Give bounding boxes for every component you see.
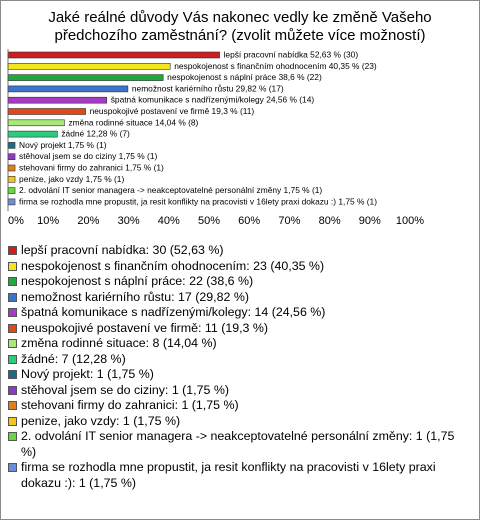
legend-swatch-11 bbox=[8, 417, 17, 426]
bar-1 bbox=[8, 63, 170, 69]
legend-item-13 bbox=[8, 460, 468, 491]
legend-swatch-1 bbox=[8, 262, 17, 271]
legend-item-4 bbox=[8, 305, 468, 321]
legend-item-7 bbox=[8, 352, 468, 368]
x-tick-label-4: 40% bbox=[157, 215, 180, 228]
legend-swatch-3 bbox=[8, 293, 17, 302]
legend-item-9 bbox=[8, 383, 468, 399]
bar-13 bbox=[8, 199, 15, 205]
bar-label-2: nespokojenost s náplní práce 38,6 % (22) bbox=[167, 72, 322, 83]
legend-item-5 bbox=[8, 321, 468, 337]
legend-swatch-9 bbox=[8, 386, 17, 395]
x-tick-label-2: 20% bbox=[77, 215, 100, 228]
bar-label-4: špatná komunikace s nadřízenými/kolegy 24,56 % (14) bbox=[110, 94, 315, 105]
legend-label-4: špatná komunikace s nadřízenými/kolegy: 14 (24,56 %) bbox=[21, 305, 326, 319]
legend-swatch-6 bbox=[8, 339, 17, 348]
bar-3 bbox=[8, 86, 128, 92]
legend-swatch-0 bbox=[8, 246, 17, 255]
x-tick-label-10: 100% bbox=[395, 215, 425, 228]
legend-label-1: nespokojenost s finančním ohodnocením: 23 (40,35 %) bbox=[21, 258, 325, 273]
legend-label-0: lepší pracovní nabídka: 30 (52,63 %) bbox=[21, 243, 224, 257]
legend-swatch-8 bbox=[8, 370, 17, 379]
x-tick-label-1: 10% bbox=[37, 215, 60, 228]
bar-5 bbox=[8, 109, 86, 115]
bar-label-1: nespokojenost s finančním ohodnocením 40,35 % (23) bbox=[174, 60, 377, 71]
bar-label-3: nemožnost kariérního růstu 29,82 % (17) bbox=[131, 83, 284, 94]
legend-item-8 bbox=[8, 367, 468, 383]
x-tick-label-7: 70% bbox=[278, 215, 301, 228]
bar-4 bbox=[8, 97, 107, 103]
legend-item-2 bbox=[8, 274, 468, 290]
legend-swatch-12 bbox=[8, 432, 17, 441]
legend-label-13: firma se rozhodla mne propustit, ja resit konflikty na pracovisti v 16lety praxi dokazu :): 1 (1,75 %) bbox=[21, 460, 436, 490]
legend-label-2: nespokojenost s náplní práce: 22 (38,6 %) bbox=[21, 274, 254, 288]
legend-swatch-2 bbox=[8, 277, 17, 286]
legend-item-1 bbox=[8, 259, 468, 275]
legend-label-7: žádné: 7 (12,28 %) bbox=[21, 351, 126, 366]
bar-9 bbox=[8, 154, 15, 160]
legend-label-10: stehovani firmy do zahranici: 1 (1,75 %) bbox=[21, 398, 239, 412]
bar-label-5: neuspokojivé postavení ve firmě 19,3 % (11) bbox=[89, 106, 255, 116]
bar-label-7: žádné 12,28 % (7) bbox=[61, 128, 130, 139]
bar-8 bbox=[8, 142, 15, 148]
bar-label-10: stehovani firmy do zahranici 1,75 % (1) bbox=[19, 162, 164, 173]
bar-10 bbox=[8, 165, 15, 171]
legend-label-9: stěhoval jsem se do ciziny: 1 (1,75 %) bbox=[21, 382, 229, 397]
legend-label-3: nemožnost kariérního růstu: 17 (29,82 %) bbox=[21, 289, 249, 304]
bar-0 bbox=[8, 52, 220, 58]
legend-label-5: neuspokojivé postavení ve firmě: 11 (19,3 %) bbox=[21, 320, 269, 335]
x-tick-label-8: 80% bbox=[318, 215, 341, 228]
bar-12 bbox=[8, 188, 15, 194]
x-tick-label-0: 0% bbox=[8, 215, 24, 228]
x-tick-label-6: 60% bbox=[238, 215, 261, 228]
bar-label-6: změna rodinné situace 14,04 % (8) bbox=[68, 117, 199, 128]
bar-label-9: stěhoval jsem se do ciziny 1,75 % (1) bbox=[19, 151, 158, 162]
legend-label-6: změna rodinné situace: 8 (14,04 %) bbox=[21, 336, 217, 350]
bar-label-0: lepší pracovní nabídka 52,63 % (30) bbox=[223, 49, 359, 60]
chart-title: Jaké reálné důvody Vás nakonec vedly ke změně Vašeho předchozího zaměstnání? (zvolit můžete více možností) bbox=[48, 9, 432, 44]
legend-item-11 bbox=[8, 414, 468, 430]
x-tick-label-9: 90% bbox=[358, 215, 381, 228]
legend-item-6 bbox=[8, 336, 468, 352]
legend-label-12: 2. odvolání IT senior managera -> neakceptovatelné personální změny: 1 (1,75 %) bbox=[21, 429, 455, 459]
legend-item-0 bbox=[8, 243, 468, 259]
legend-swatch-10 bbox=[8, 401, 17, 410]
x-tick-label-5: 50% bbox=[197, 215, 221, 228]
legend-item-12 bbox=[8, 429, 468, 460]
legend-item-3 bbox=[8, 290, 468, 306]
legend-item-10 bbox=[8, 398, 468, 414]
bar-7 bbox=[8, 131, 57, 137]
legend-swatch-13 bbox=[8, 463, 17, 472]
bar-chart bbox=[0, 0, 480, 245]
bar-label-12: 2. odvolání IT senior managera -> neakceptovatelné personální změny 1,75 % (1) bbox=[19, 185, 323, 196]
legend-label-8: Nový projekt: 1 (1,75 %) bbox=[21, 367, 154, 381]
bar-2 bbox=[8, 75, 163, 81]
legend-swatch-7 bbox=[8, 355, 17, 364]
legend-label-11: penize, jako vzdy: 1 (1,75 %) bbox=[21, 413, 181, 428]
bar-11 bbox=[8, 176, 15, 182]
bar-label-8: Nový projekt 1,75 % (1) bbox=[19, 139, 107, 150]
legend-swatch-4 bbox=[8, 308, 17, 317]
legend-swatch-5 bbox=[8, 324, 17, 333]
bar-6 bbox=[8, 120, 64, 126]
chart-legend bbox=[8, 243, 468, 491]
bar-label-11: penize, jako vzdy 1,75 % (1) bbox=[19, 173, 125, 184]
x-tick-label-3: 30% bbox=[117, 215, 140, 228]
bar-label-13: firma se rozhodla mne propustit, ja resit konflikty na pracovisti v 16lety praxi dokazu :) 1,75 % (1) bbox=[19, 196, 378, 207]
